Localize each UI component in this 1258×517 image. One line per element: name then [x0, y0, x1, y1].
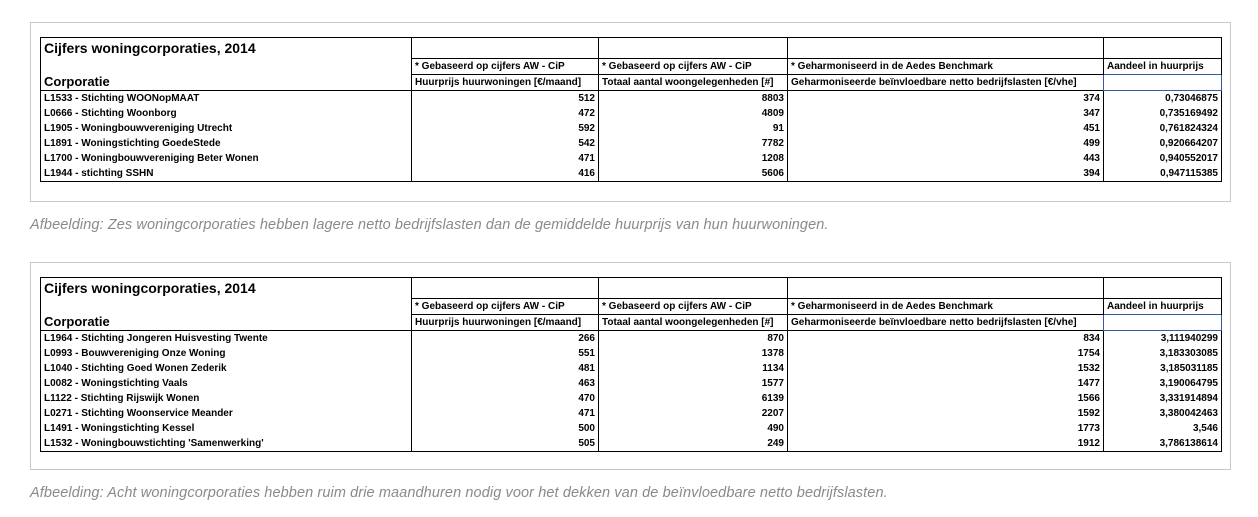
- source-note: * Gebaseerd op cijfers AW - CiP: [412, 58, 599, 74]
- table-row: [41, 376, 1222, 391]
- source-note-row: [41, 58, 1222, 74]
- woningcorporaties-table-1: [40, 37, 1222, 182]
- empty-cell: [599, 38, 788, 59]
- value-cell: 451: [788, 121, 1104, 136]
- column-header: Totaal aantal woongelegenheden [#]: [599, 314, 788, 330]
- column-header: Geharmoniseerde beïnvloedbare netto bedrijfslasten [€/vhe]: [788, 314, 1104, 330]
- table-row: [41, 436, 1222, 452]
- value-cell: 1773: [788, 421, 1104, 436]
- value-cell: 3,331914894: [1104, 391, 1222, 406]
- column-header-row: [41, 314, 1222, 330]
- table-row: [41, 346, 1222, 361]
- value-cell: 500: [412, 421, 599, 436]
- figure-caption-1: Afbeelding: Zes woningcorporaties hebben lagere netto bedrijfslasten dan de gemiddelde huurprijs van hun huurwoningen.: [30, 217, 829, 233]
- value-cell: 0,73046875: [1104, 90, 1222, 106]
- value-cell: 0,761824324: [1104, 121, 1222, 136]
- table-row: [41, 166, 1222, 182]
- value-cell: 3,546: [1104, 421, 1222, 436]
- empty-cell: [1104, 38, 1222, 59]
- column-header-row: [41, 74, 1222, 90]
- empty-cell: [599, 278, 788, 299]
- value-cell: 470: [412, 391, 599, 406]
- value-cell: 490: [599, 421, 788, 436]
- value-cell: 2207: [599, 406, 788, 421]
- value-cell: 374: [788, 90, 1104, 106]
- empty-cell: [412, 38, 599, 59]
- table-title: Cijfers woningcorporaties, 2014: [41, 278, 412, 299]
- value-cell: 1754: [788, 346, 1104, 361]
- corporation-name: L0082 - Woningstichting Vaals: [41, 376, 412, 391]
- source-note: * Gebaseerd op cijfers AW - CiP: [412, 298, 599, 314]
- value-cell: 542: [412, 136, 599, 151]
- value-cell: 0,735169492: [1104, 106, 1222, 121]
- table-row: [41, 106, 1222, 121]
- value-cell: 870: [599, 330, 788, 346]
- column-header: Geharmoniseerde beïnvloedbare netto bedrijfslasten [€/vhe]: [788, 74, 1104, 90]
- value-cell: 1566: [788, 391, 1104, 406]
- table-row: [41, 136, 1222, 151]
- value-cell: 505: [412, 436, 599, 452]
- column-header: Corporatie: [41, 74, 412, 90]
- value-cell: 3,380042463: [1104, 406, 1222, 421]
- empty-cell: [41, 58, 412, 74]
- source-note: * Geharmoniseerd in de Aedes Benchmark: [788, 298, 1104, 314]
- table-row: [41, 90, 1222, 106]
- value-cell: 3,185031185: [1104, 361, 1222, 376]
- empty-cell: [41, 298, 412, 314]
- value-cell: 0,940552017: [1104, 151, 1222, 166]
- value-cell: 1592: [788, 406, 1104, 421]
- value-cell: 266: [412, 330, 599, 346]
- table-row: [41, 151, 1222, 166]
- value-cell: 249: [599, 436, 788, 452]
- corporation-name: L1491 - Woningstichting Kessel: [41, 421, 412, 436]
- value-cell: 472: [412, 106, 599, 121]
- column-header: Corporatie: [41, 314, 412, 330]
- source-note: * Geharmoniseerd in de Aedes Benchmark: [788, 58, 1104, 74]
- value-cell: 3,183303085: [1104, 346, 1222, 361]
- empty-cell: [788, 278, 1104, 299]
- corporation-name: L1533 - Stichting WOONopMAAT: [41, 90, 412, 106]
- corporation-name: L1964 - Stichting Jongeren Huisvesting Twente: [41, 330, 412, 346]
- value-cell: 3,190064795: [1104, 376, 1222, 391]
- empty-cell: [1104, 278, 1222, 299]
- empty-cell: [788, 38, 1104, 59]
- value-cell: 1477: [788, 376, 1104, 391]
- value-cell: 471: [412, 151, 599, 166]
- corporation-name: L1532 - Woningbouwstichting 'Samenwerking': [41, 436, 412, 452]
- value-cell: 834: [788, 330, 1104, 346]
- corporation-name: L0993 - Bouwvereniging Onze Woning: [41, 346, 412, 361]
- table-row: [41, 121, 1222, 136]
- value-cell: 1577: [599, 376, 788, 391]
- source-note: * Gebaseerd op cijfers AW - CiP: [599, 298, 788, 314]
- table-row: [41, 391, 1222, 406]
- woningcorporaties-table-2: [40, 277, 1222, 452]
- value-cell: 6139: [599, 391, 788, 406]
- table-row: [41, 421, 1222, 436]
- figure-caption-2: Afbeelding: Acht woningcorporaties hebben ruim drie maandhuren nodig voor het dekken van de beïnvloedbare netto bedrijfslasten.: [30, 485, 888, 501]
- spreadsheet-image-1: [30, 22, 1231, 202]
- corporation-name: L1944 - stichting SSHN: [41, 166, 412, 182]
- empty-cell: [412, 278, 599, 299]
- spreadsheet-image-2: [30, 262, 1231, 470]
- table-title: Cijfers woningcorporaties, 2014: [41, 38, 412, 59]
- value-cell: 3,111940299: [1104, 330, 1222, 346]
- corporation-name: L1122 - Stichting Rijswijk Wonen: [41, 391, 412, 406]
- table-row: [41, 406, 1222, 421]
- source-note: Aandeel in huurprijs: [1104, 58, 1222, 74]
- column-header: Totaal aantal woongelegenheden [#]: [599, 74, 788, 90]
- value-cell: 1208: [599, 151, 788, 166]
- table-title-row: [41, 38, 1222, 59]
- value-cell: 5606: [599, 166, 788, 182]
- value-cell: 1134: [599, 361, 788, 376]
- value-cell: 512: [412, 90, 599, 106]
- source-note: * Gebaseerd op cijfers AW - CiP: [599, 58, 788, 74]
- value-cell: 0,947115385: [1104, 166, 1222, 182]
- source-note-row: [41, 298, 1222, 314]
- value-cell: 471: [412, 406, 599, 421]
- source-note: Aandeel in huurprijs: [1104, 298, 1222, 314]
- column-header: Huurprijs huurwoningen [€/maand]: [412, 74, 599, 90]
- corporation-name: L1891 - Woningstichting GoedeStede: [41, 136, 412, 151]
- table-row: [41, 330, 1222, 346]
- corporation-name: L0271 - Stichting Woonservice Meander: [41, 406, 412, 421]
- corporation-name: L1905 - Woningbouwvereniging Utrecht: [41, 121, 412, 136]
- table-row: [41, 361, 1222, 376]
- value-cell: 1912: [788, 436, 1104, 452]
- value-cell: 551: [412, 346, 599, 361]
- value-cell: 394: [788, 166, 1104, 182]
- value-cell: 347: [788, 106, 1104, 121]
- table-title-row: [41, 278, 1222, 299]
- value-cell: 0,920664207: [1104, 136, 1222, 151]
- value-cell: 1532: [788, 361, 1104, 376]
- value-cell: 416: [412, 166, 599, 182]
- value-cell: 499: [788, 136, 1104, 151]
- value-cell: 91: [599, 121, 788, 136]
- value-cell: 463: [412, 376, 599, 391]
- value-cell: 3,786138614: [1104, 436, 1222, 452]
- value-cell: 1378: [599, 346, 788, 361]
- value-cell: 481: [412, 361, 599, 376]
- column-header: Huurprijs huurwoningen [€/maand]: [412, 314, 599, 330]
- value-cell: 443: [788, 151, 1104, 166]
- value-cell: 7782: [599, 136, 788, 151]
- value-cell: 4809: [599, 106, 788, 121]
- value-cell: 592: [412, 121, 599, 136]
- selected-cell: [1104, 314, 1222, 330]
- corporation-name: L0666 - Stichting Woonborg: [41, 106, 412, 121]
- value-cell: 8803: [599, 90, 788, 106]
- corporation-name: L1700 - Woningbouwvereniging Beter Wonen: [41, 151, 412, 166]
- corporation-name: L1040 - Stichting Goed Wonen Zederik: [41, 361, 412, 376]
- selected-cell: [1104, 74, 1222, 90]
